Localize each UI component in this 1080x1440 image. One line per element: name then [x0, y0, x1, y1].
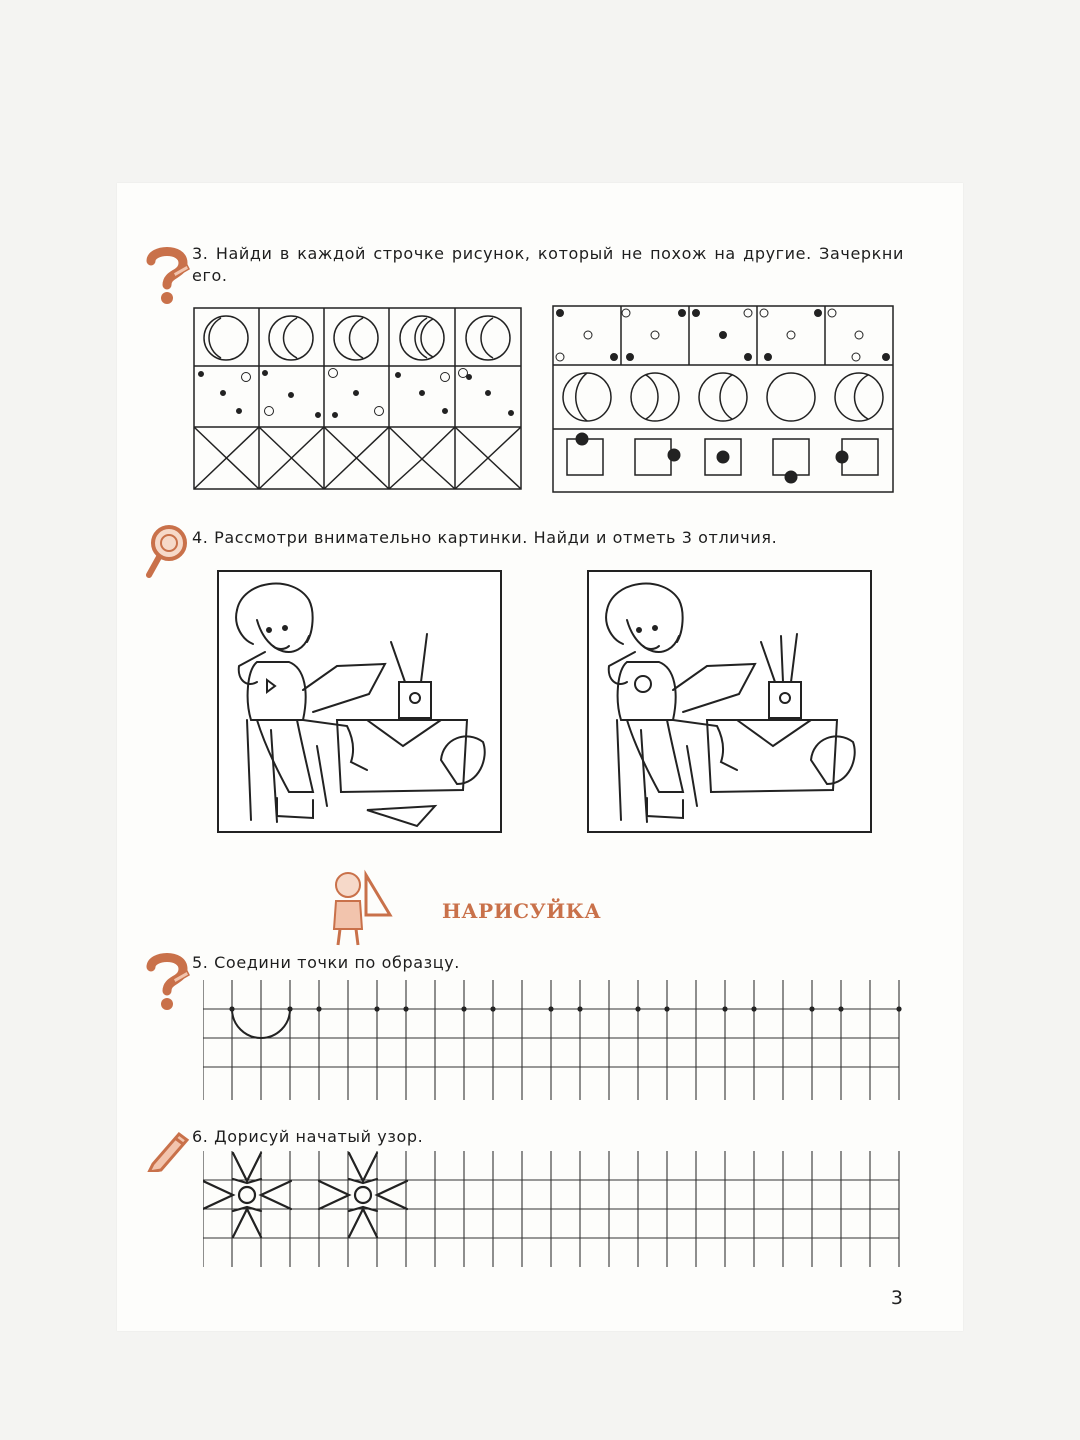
picture-boy-drawing-right[interactable]: [587, 570, 873, 834]
question-mark-pencil-icon: [143, 949, 191, 1011]
pencil-icon: [145, 1126, 191, 1172]
task-4-instruction: 4. Рассмотри внимательно картинки. Найди и отметь 3 отличия.: [192, 528, 778, 547]
task-3-grid-left[interactable]: [193, 307, 523, 491]
task-5-instruction: 5. Соедини точки по образцу.: [192, 953, 460, 972]
page-number: 3: [890, 1287, 903, 1309]
task-3-grid-right[interactable]: [552, 305, 896, 495]
task-3-instruction: 3. Найди в каждой строчке рисунок, который не похож на другие. Зачеркни его.: [192, 244, 904, 285]
girl-with-ruler-icon: [322, 869, 394, 949]
section-heading: НАРИСУЙКА: [442, 899, 602, 923]
question-mark-pencil-icon: [143, 243, 191, 305]
magnifier-icon: [145, 523, 193, 579]
workbook-page: [117, 183, 963, 1331]
task-5-dot-grid[interactable]: [203, 980, 903, 1100]
picture-boy-drawing-left[interactable]: [217, 570, 503, 834]
task-6-pattern-grid[interactable]: [203, 1151, 903, 1267]
task-6-instruction: 6. Дорисуй начатый узор.: [192, 1127, 424, 1146]
